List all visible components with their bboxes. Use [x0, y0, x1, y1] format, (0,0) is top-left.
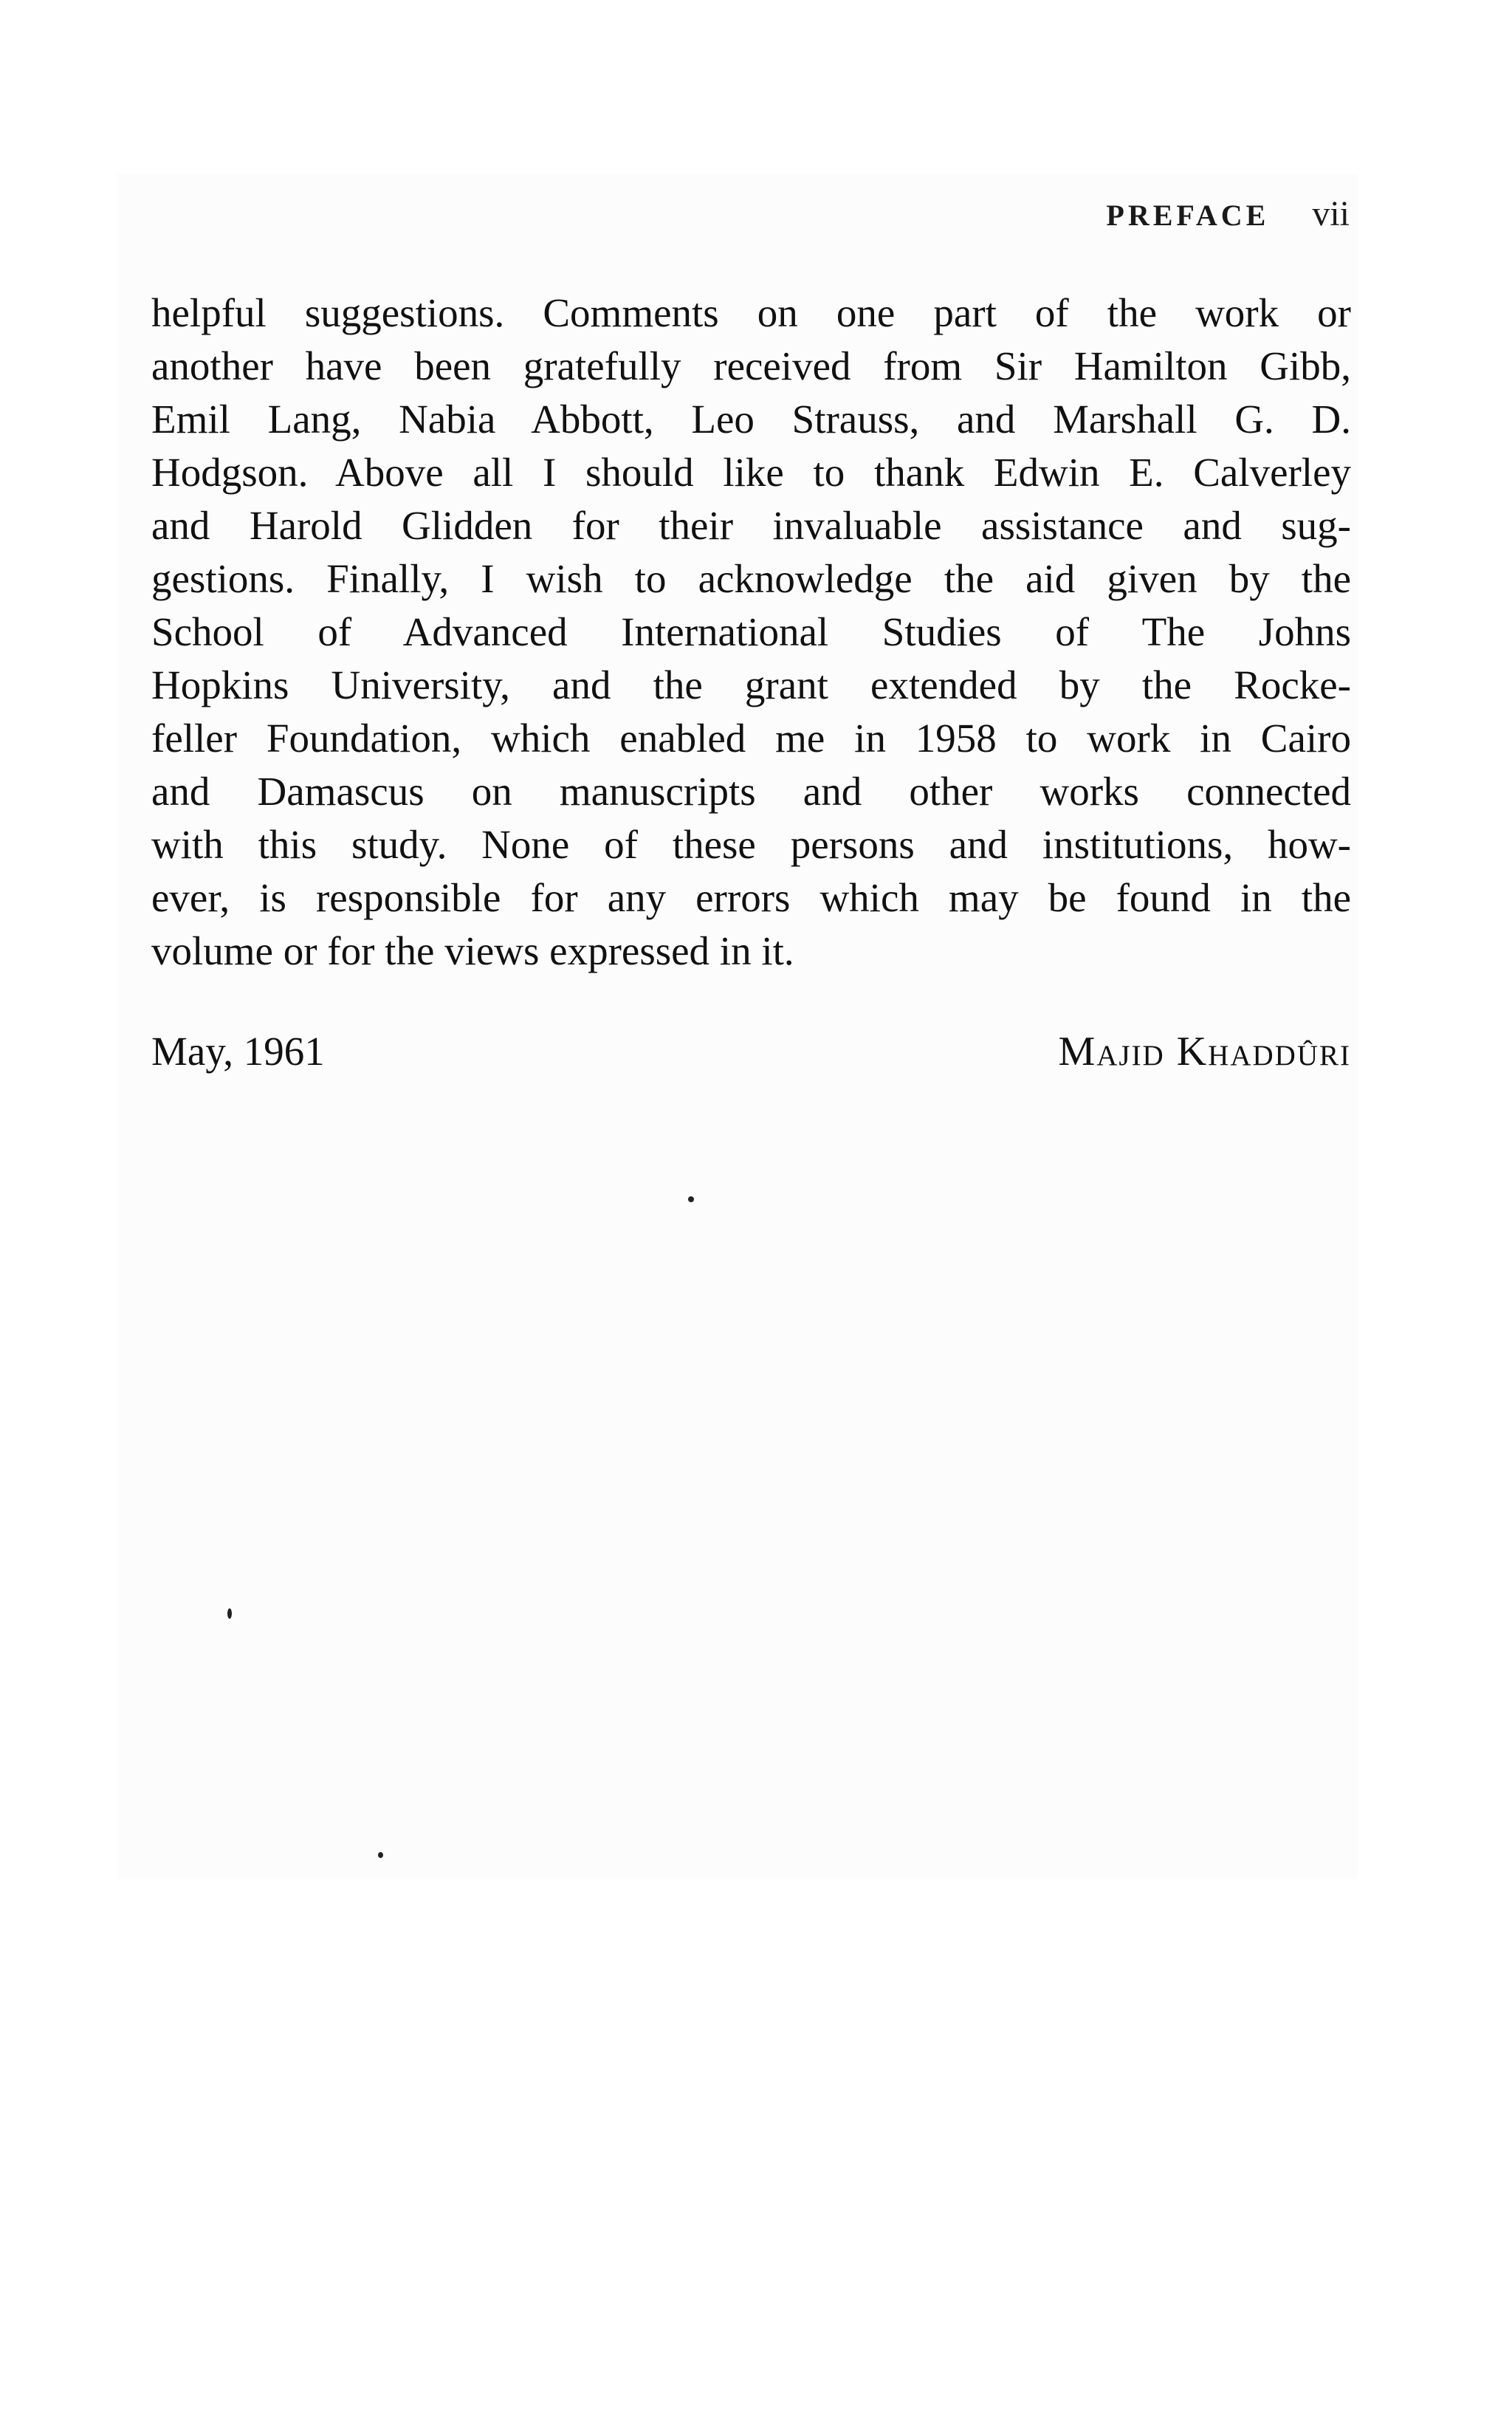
paragraph-line: gestions. Finally, I wish to acknowledge the aid given by the — [151, 556, 1351, 601]
paragraph-line: Emil Lang, Nabia Abbott, Leo Strauss, and Marshall G. D. — [151, 397, 1351, 442]
scan-speck — [688, 1196, 694, 1202]
scan-speck — [227, 1608, 232, 1619]
paragraph-line: School of Advanced International Studies of The Johns — [151, 609, 1351, 654]
preface-paragraph — [151, 287, 1351, 978]
paragraph-line: with this study. None of these persons and institutions, how- — [151, 822, 1351, 867]
scan-speck — [378, 1852, 383, 1858]
paragraph-line: volume or for the views expressed in it. — [151, 928, 794, 973]
page-number: vii — [1312, 194, 1350, 233]
paragraph-line: feller Foundation, which enabled me in 1958 to work in Cairo — [151, 716, 1351, 761]
paragraph-line: another have been gratefully received from Sir Hamilton Gibb, — [151, 343, 1351, 388]
preface-date: May, 1961 — [151, 1029, 325, 1074]
paragraph-line: Hodgson. Above all I should like to thank Edwin E. Calverley — [151, 450, 1351, 495]
paragraph-line: ever, is responsible for any errors which may be found in the — [151, 875, 1351, 920]
paragraph-line: and Harold Glidden for their invaluable assistance and sug- — [151, 503, 1351, 548]
paragraph-line: and Damascus on manuscripts and other works connected — [151, 769, 1351, 814]
author-name: Majid Khaddûri — [1058, 1029, 1351, 1074]
paragraph-line: helpful suggestions. Comments on one part of the work or — [151, 290, 1351, 335]
paragraph-line: Hopkins University, and the grant extended by the Rocke- — [151, 662, 1351, 707]
running-head — [1106, 193, 1350, 234]
running-head-title: PREFACE — [1106, 199, 1270, 232]
